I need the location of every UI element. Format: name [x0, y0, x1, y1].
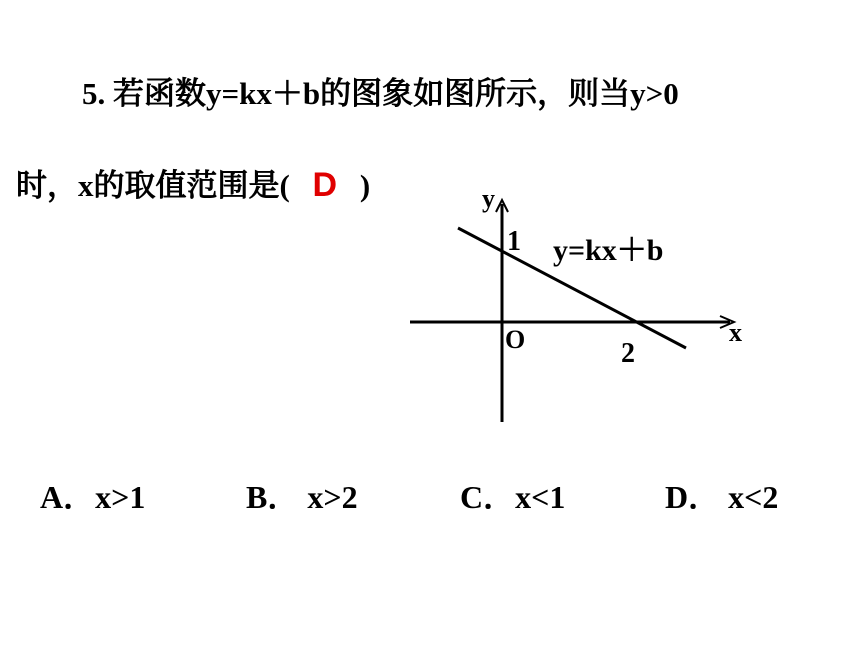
- question-prefix: 时，x的取值范围是(: [16, 168, 290, 203]
- question-line-1: 5. 若函数y=kx＋b的图象如图所示，则当y>0: [82, 76, 679, 111]
- origin-label: O: [505, 325, 526, 354]
- option-b-letter: B．: [246, 479, 300, 515]
- option-c[interactable]: [460, 472, 565, 518]
- option-c-text: x<1: [515, 479, 566, 515]
- option-b-text: x>2: [299, 479, 358, 515]
- x-intercept-label: 2: [621, 338, 635, 369]
- option-d-letter: D．: [665, 479, 721, 515]
- answer-options: [0, 472, 860, 522]
- option-c-letter: C．: [460, 479, 516, 515]
- x-axis-label: x: [729, 318, 742, 347]
- question-suffix: ): [359, 168, 371, 203]
- option-d[interactable]: [665, 472, 778, 518]
- y-intercept-label: 1: [507, 226, 521, 257]
- option-a-letter: A．: [40, 479, 96, 515]
- option-d-text: x<2: [720, 479, 779, 515]
- line-equation-label: y=kx＋b: [553, 234, 664, 267]
- option-a[interactable]: [40, 472, 145, 518]
- option-b[interactable]: [246, 472, 358, 518]
- option-a-text: x>1: [95, 479, 146, 515]
- y-axis-label: y: [482, 184, 495, 213]
- answer-letter: D: [312, 166, 338, 204]
